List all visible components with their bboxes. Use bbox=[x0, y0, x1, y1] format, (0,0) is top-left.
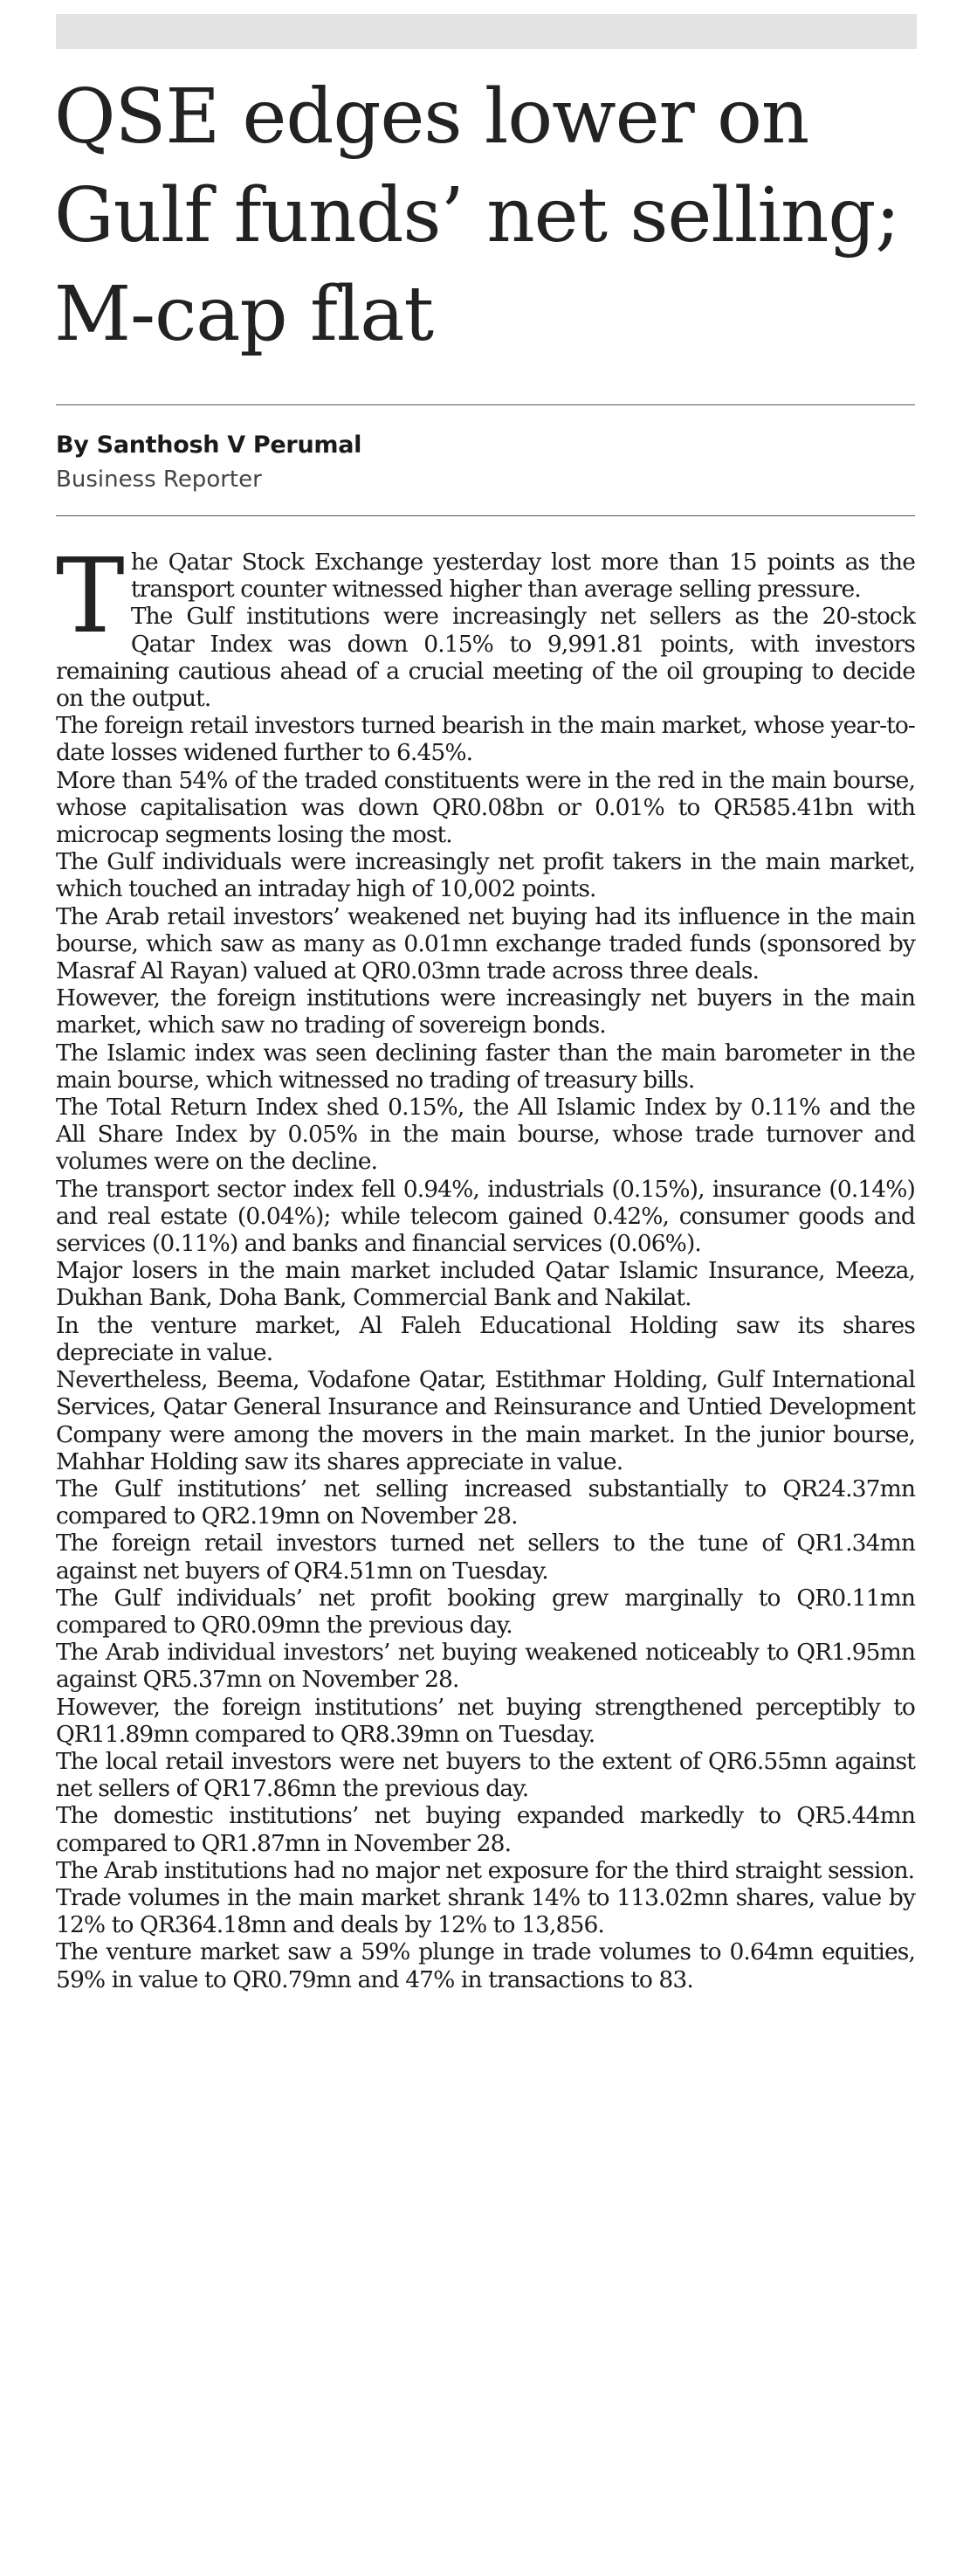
author-role: Business Reporter bbox=[56, 466, 262, 493]
article-paragraph: The foreign retail investors turned bearish in the main market, whose year-to-date losses widened further to 6.45%. bbox=[56, 712, 915, 767]
article-paragraph: The venture market saw a 59% plunge in trade volumes to 0.64mn equities, 59% in value to QR0.79mn and 47% in transactions to 83. bbox=[56, 1938, 915, 1993]
article-paragraph: Trade volumes in the main market shrank 14% to 113.02mn shares, value by 12% to QR364.18mn and deals by 12% to 13,856. bbox=[56, 1883, 915, 1939]
byline-bottom-divider bbox=[56, 515, 915, 516]
article-byline: By Santhosh V Perumal bbox=[56, 432, 362, 459]
article-paragraph: Nevertheless, Beema, Vodafone Qatar, Estithmar Holding, Gulf International Services, Qatar General Insurance and Reinsurance and Untied Development Company were among the movers in the main market. In the junior bourse, Mahhar Holding saw its shares appreciate in value. bbox=[56, 1366, 915, 1475]
article-paragraph: The Islamic index was seen declining faster than the main barometer in the main bourse, which witnessed no trading of treasury bills. bbox=[56, 1039, 915, 1094]
article-paragraph: The domestic institutions’ net buying expanded markedly to QR5.44mn compared to QR1.87mn in November 28. bbox=[56, 1802, 915, 1857]
article-paragraph: The foreign retail investors turned net sellers to the tune of QR1.34mn against net buyers of QR4.51mn on Tuesday. bbox=[56, 1530, 915, 1585]
article-paragraph: However, the foreign institutions’ net buying strengthened perceptibly to QR11.89mn compared to QR8.39mn on Tuesday. bbox=[56, 1693, 915, 1748]
drop-cap: T bbox=[56, 535, 124, 656]
article-paragraph: However, the foreign institutions were increasingly net buyers in the main market, which saw no trading of sovereign bonds. bbox=[56, 984, 915, 1039]
first-paragraph-text: he Qatar Stock Exchange yesterday lost more than 15 points as the transport counter witnessed higher than average selling pressure. bbox=[130, 549, 915, 604]
article-paragraph: The Gulf individuals were increasingly net profit takers in the main market, which touched an intraday high of 10,002 points. bbox=[56, 848, 915, 903]
article-paragraph: The Gulf institutions were increasingly net sellers as the 20-stock Qatar Index was down 0.15% to 9,991.81 points, with investors remaining cautious ahead of a crucial meeting of the oil grouping to decide on the output. bbox=[56, 603, 915, 713]
article-paragraph: Major losers in the main market included Qatar Islamic Insurance, Meeza, Dukhan Bank, Doha Bank, Commercial Bank and Nakilat. bbox=[56, 1257, 915, 1312]
article-paragraph: In the venture market, Al Faleh Educational Holding saw its shares depreciate in value. bbox=[56, 1311, 915, 1366]
byline-top-divider bbox=[56, 404, 915, 405]
article-paragraph: More than 54% of the traded constituents were in the red in the main bourse, whose capitalisation was down QR0.08bn or 0.01% to QR585.41bn with microcap segments losing the most. bbox=[56, 766, 915, 849]
article-paragraph: The Total Return Index shed 0.15%, the All Islamic Index by 0.11% and the All Share Index by 0.05% in the main bourse, whose trade turnover and volumes were on the decline. bbox=[56, 1094, 915, 1176]
article-paragraph: The Arab retail investors’ weakened net buying had its influence in the main bourse, which saw as many as 0.01mn exchange traded funds (sponsored by Masraf Al Rayan) valued at QR0.03mn trade across three deals. bbox=[56, 902, 915, 985]
article-paragraph bbox=[56, 535, 915, 656]
top-decorative-bar bbox=[56, 14, 917, 49]
article-paragraph: The Gulf institutions’ net selling increased substantially to QR24.37mn compared to QR2.19mn on November 28. bbox=[56, 1474, 915, 1530]
article-paragraph: The Arab institutions had no major net exposure for the third straight session. bbox=[56, 1856, 915, 1884]
article-paragraph: The transport sector index fell 0.94%, industrials (0.15%), insurance (0.14%) and real estate (0.04%); while telecom gained 0.42%, consumer goods and services (0.11%) and banks and financial services (0.06%). bbox=[56, 1175, 915, 1258]
article-headline: QSE edges lower on Gulf funds’ net selling; M-cap flat bbox=[54, 73, 900, 358]
article-paragraph: The Arab individual investors’ net buying weakened noticeably to QR1.95mn against QR5.37mn on November 28. bbox=[56, 1639, 915, 1694]
article-body bbox=[56, 535, 915, 1993]
article-paragraph: The Gulf individuals’ net profit booking grew marginally to QR0.11mn compared to QR0.09mn the previous day. bbox=[56, 1584, 915, 1639]
article-paragraph: The local retail investors were net buyers to the extent of QR6.55mn against net sellers of QR17.86mn the previous day. bbox=[56, 1747, 915, 1803]
